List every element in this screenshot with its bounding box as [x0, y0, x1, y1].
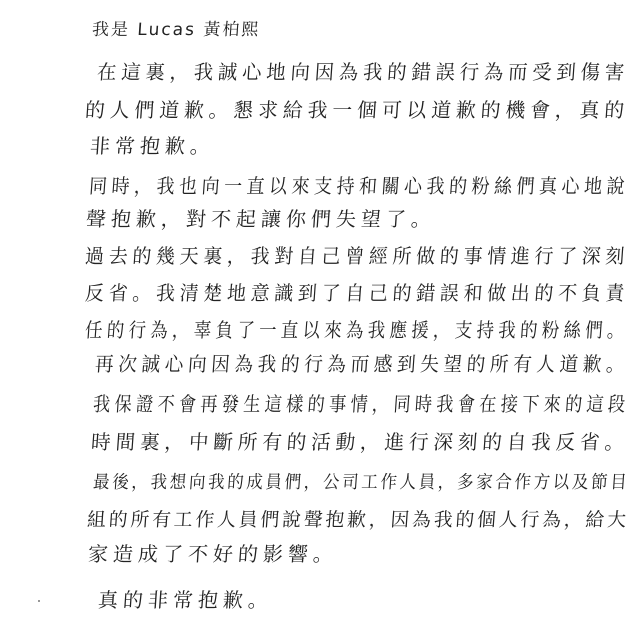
letter-line: 聲抱歉，對不起讓你們失望了。 — [85, 207, 437, 231]
letter-greeting: 我是 Lucas 黃柏熙 — [91, 20, 262, 40]
letter-closing: 真的非常抱歉。 — [97, 588, 274, 612]
letter-line: 家造成了不好的影響。 — [87, 542, 339, 566]
letter-line: 任的行為，辜負了一直以來為我應援，支持我的粉絲們。 — [84, 318, 630, 342]
letter-line: 過去的幾天裏，我對自己曾經所做的事情進行了深刻 — [84, 244, 630, 268]
letter-line: 反省。我清楚地意識到了自己的錯誤和做出的不負責 — [84, 281, 630, 305]
letter-line: 非常抱歉。 — [89, 134, 216, 158]
letter-line: 最後，我想向我的成員們，公司工作人員，多家合作方以及節目 — [92, 472, 631, 493]
letter-line: 在這裏，我誠心地向因為我的錯誤行為而受到傷害 — [96, 60, 630, 84]
letter-line: 我保證不會再發生這樣的事情，同時我會在接下來的這段 — [92, 392, 631, 416]
letter-line: 時間裏，中斷所有的活動，進行深刻的自我反省。 — [90, 430, 630, 454]
paper-speck — [38, 600, 40, 602]
letter-line: 同時，我也向一直以來支持和關心我的粉絲們真心地說 — [88, 174, 630, 198]
letter-line: 再次誠心向因為我的行為而感到失望的所有人道歉。 — [94, 352, 631, 376]
letter-line: 組的所有工作人員們說聲抱歉，因為我的個人行為，給大 — [86, 509, 630, 531]
letter-line: 的人們道歉。懇求給我一個可以道歉的機會，真的 — [84, 98, 630, 122]
